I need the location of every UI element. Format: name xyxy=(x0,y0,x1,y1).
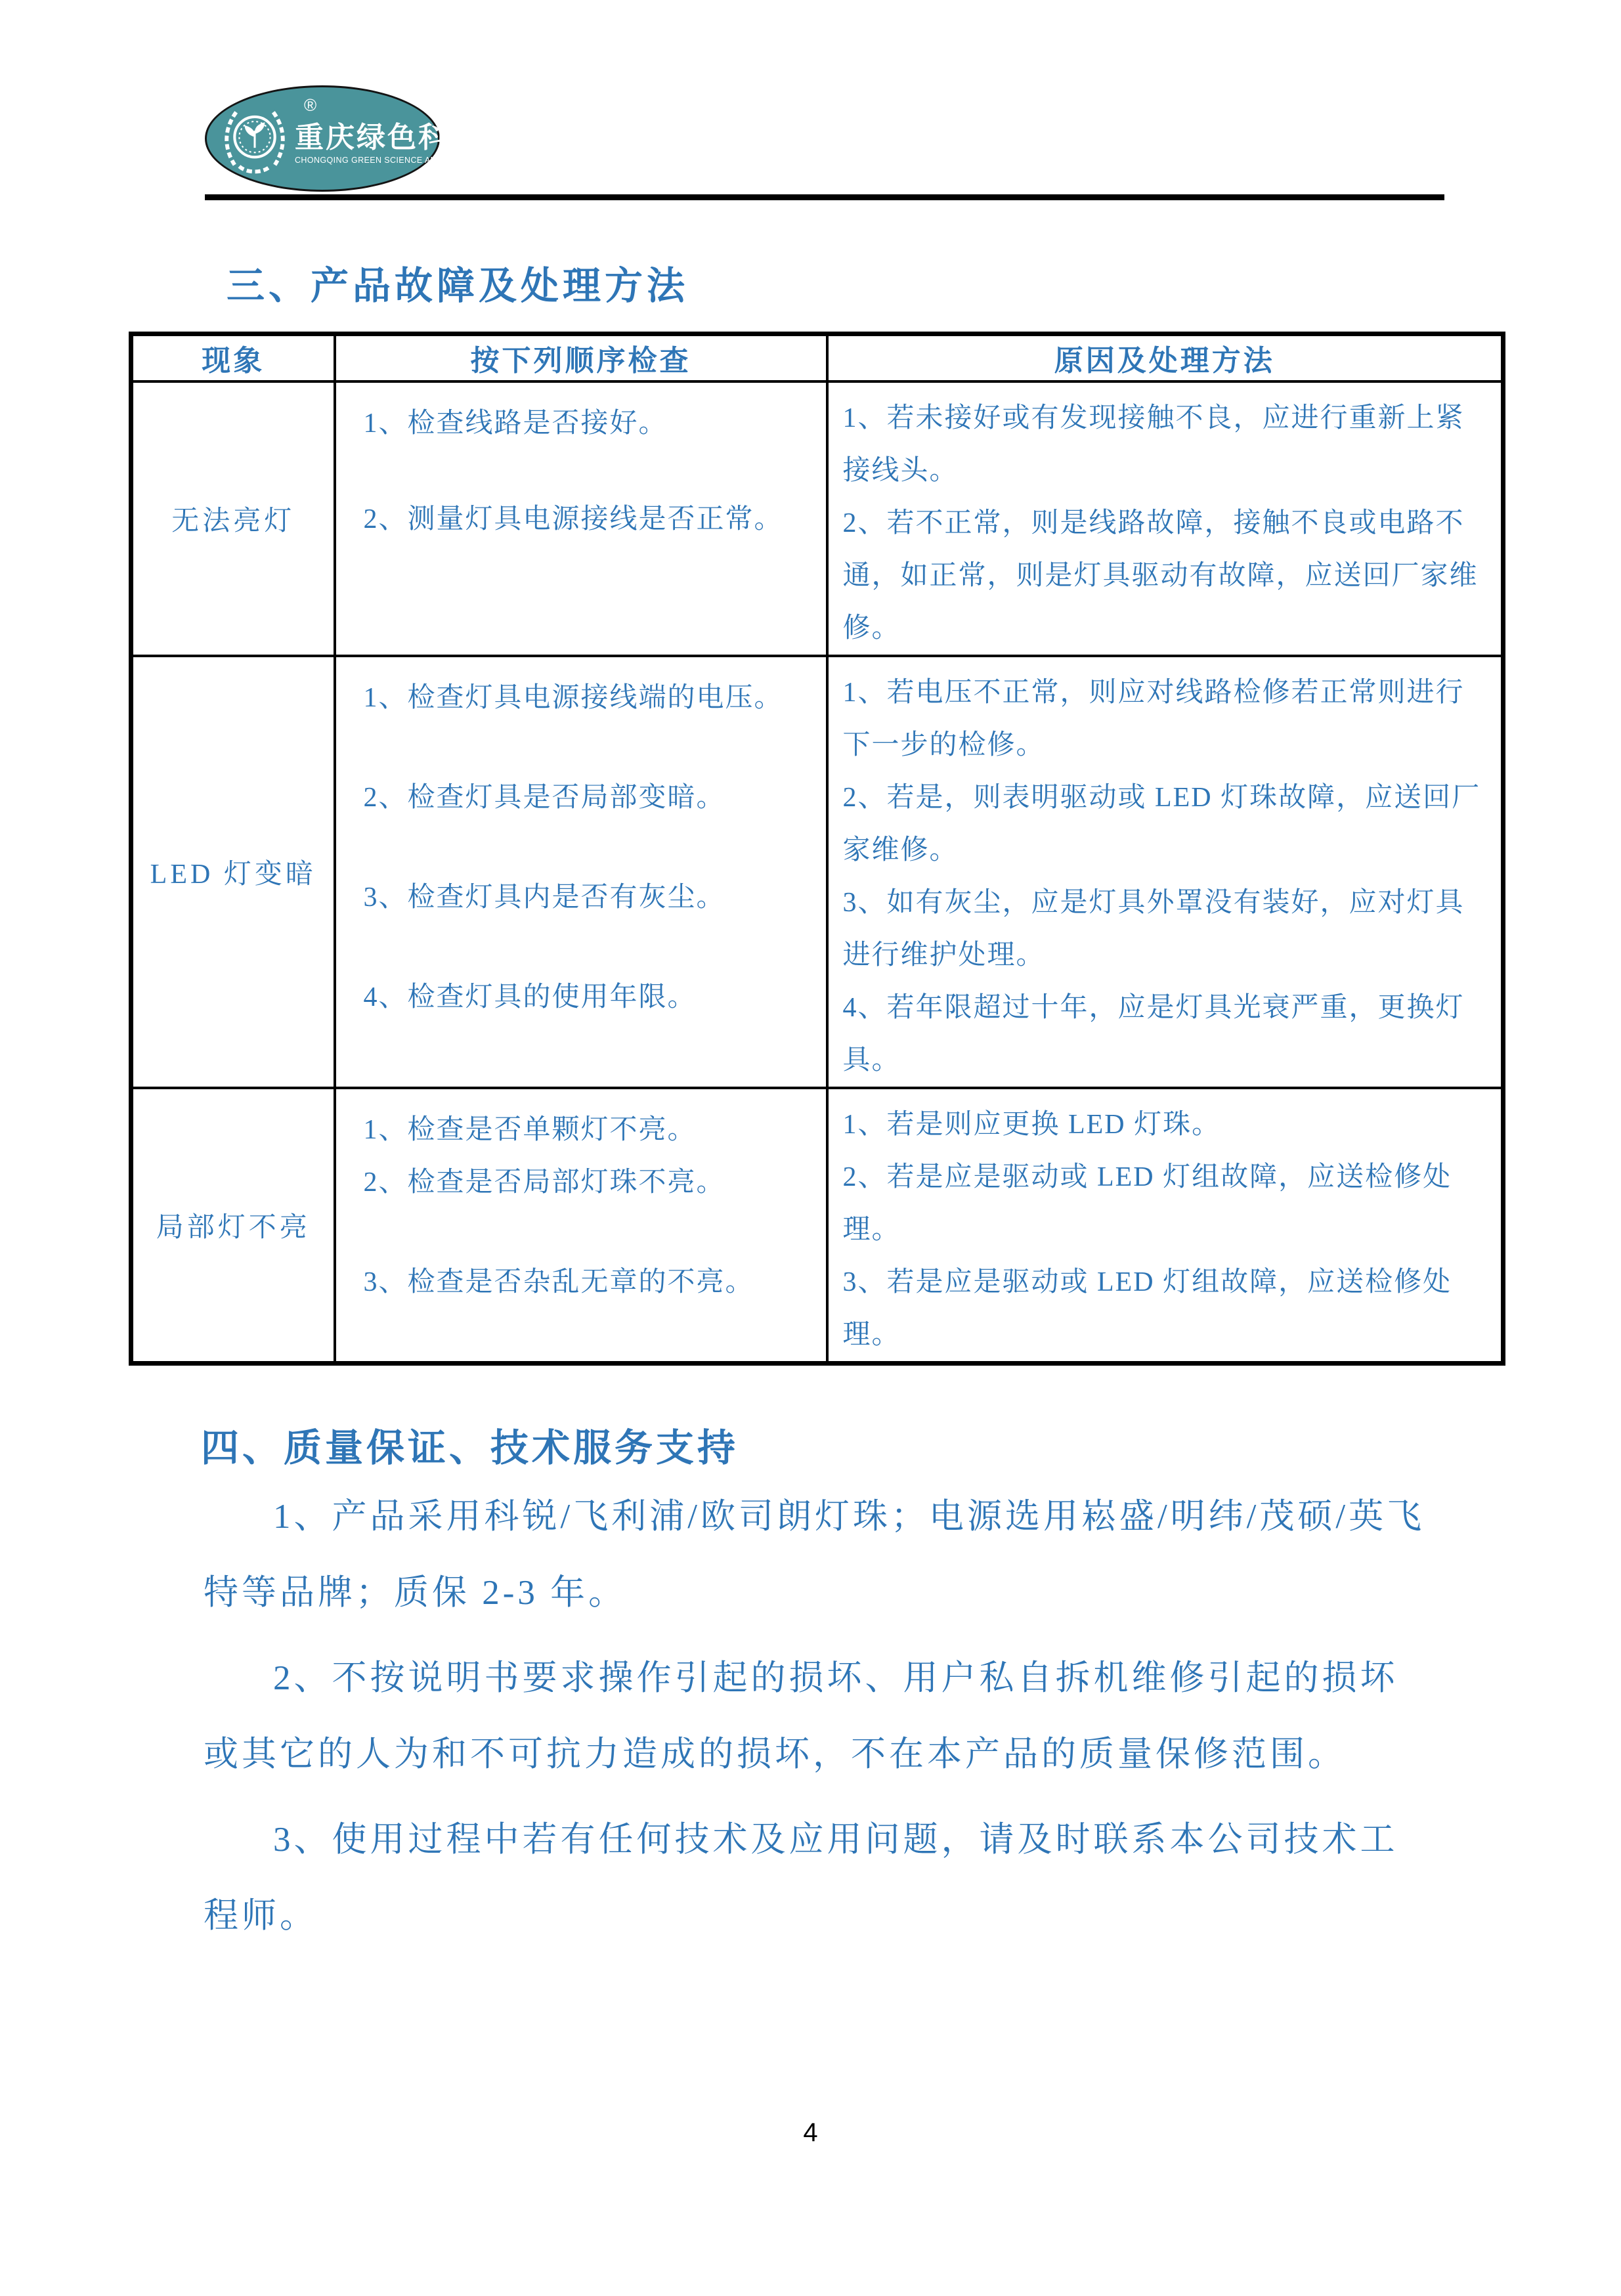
header-divider xyxy=(205,194,1444,200)
cause-item: 4、若年限超过十年，应是灯具光衰严重，更换灯具。 xyxy=(842,992,1465,1075)
cause-item: 3、若是应是驱动或 LED 灯组故障，应送检修处理。 xyxy=(842,1267,1452,1350)
registered-trademark-icon: ® xyxy=(304,95,317,115)
paragraph: 2、不按说明书要求操作引起的损坏、用户私自拆机维修引起的损坏或其它的人为和不可抗力造成的损坏，不在本产品的质量保修范围。 xyxy=(204,1659,1398,1773)
fault-table xyxy=(129,332,1505,1366)
check-item: 2、测量灯具电源接线是否正常。 xyxy=(363,504,783,534)
wreath-emblem-icon xyxy=(216,96,293,181)
phenomenon-cell: LED 灯变暗 xyxy=(131,656,335,1088)
cause-item: 1、若是则应更换 LED 灯珠。 xyxy=(842,1109,1221,1140)
check-item: 1、检查是否单颗灯不亮。 xyxy=(363,1114,697,1145)
col-header-phenomenon: 现象 xyxy=(131,334,335,381)
brand-name-en: CHONGQING GREEN SCIENCE AND TECHNOLOG xyxy=(295,156,500,165)
check-item: 1、检查线路是否接好。 xyxy=(363,408,668,439)
brand-text-block xyxy=(295,122,500,167)
col-header-check-order: 按下列顺序检查 xyxy=(335,334,827,381)
cause-item: 2、若不正常，则是线路故障，接触不良或电路不通，如正常，则是灯具驱动有故障，应送回厂家维修。 xyxy=(842,508,1479,643)
checks-cell xyxy=(335,1088,827,1364)
cause-item: 1、若未接好或有发现接触不良，应进行重新上紧接线头。 xyxy=(842,402,1465,486)
brand-name-cn: 重庆绿色科技 xyxy=(295,121,480,154)
phenomenon-cell: 无法亮灯 xyxy=(131,381,335,656)
check-item: 3、检查灯具内是否有灰尘。 xyxy=(363,882,725,913)
page-number: 4 xyxy=(803,2118,818,2147)
phenomenon-cell: 局部灯不亮 xyxy=(131,1088,335,1364)
cause-item: 2、若是，则表明驱动或 LED 灯珠故障，应送回厂家维修。 xyxy=(842,782,1481,865)
check-item: 2、检查是否局部灯珠不亮。 xyxy=(363,1167,725,1198)
checks-cell xyxy=(335,381,827,656)
check-item: 4、检查灯具的使用年限。 xyxy=(363,982,697,1012)
cause-item: 2、若是应是驱动或 LED 灯组故障，应送检修处理。 xyxy=(842,1161,1452,1245)
section3-title: 三、产品故障及处理方法 xyxy=(227,265,689,307)
section4-title: 四、质量保证、技术服务支持 xyxy=(201,1427,739,1469)
checks-cell xyxy=(335,656,827,1088)
causes-cell xyxy=(827,656,1503,1088)
col-header-cause-remedy: 原因及处理方法 xyxy=(827,334,1503,381)
causes-cell xyxy=(827,1088,1503,1364)
company-logo xyxy=(205,85,500,192)
check-item: 3、检查是否杂乱无章的不亮。 xyxy=(363,1267,754,1297)
paragraph: 1、产品采用科锐/飞利浦/欧司朗灯珠；电源选用崧盛/明纬/茂硕/英飞特等品牌；质保 2-3 年。 xyxy=(204,1498,1425,1612)
table-row xyxy=(131,656,1503,1088)
section4-body xyxy=(204,1479,1435,1963)
table-header-row xyxy=(131,334,1503,381)
causes-cell xyxy=(827,381,1503,656)
check-item: 1、检查灯具电源接线端的电压。 xyxy=(363,682,783,713)
cause-item: 3、如有灰尘，应是灯具外罩没有装好，应对灯具进行维护处理。 xyxy=(842,887,1465,970)
table-row xyxy=(131,1088,1503,1364)
table-row xyxy=(131,381,1503,656)
cause-item: 1、若电压不正常，则应对线路检修若正常则进行下一步的检修。 xyxy=(842,677,1465,760)
check-item: 2、检查灯具是否局部变暗。 xyxy=(363,782,725,813)
paragraph: 3、使用过程中若有任何技术及应用问题，请及时联系本公司技术工程师。 xyxy=(204,1821,1398,1935)
